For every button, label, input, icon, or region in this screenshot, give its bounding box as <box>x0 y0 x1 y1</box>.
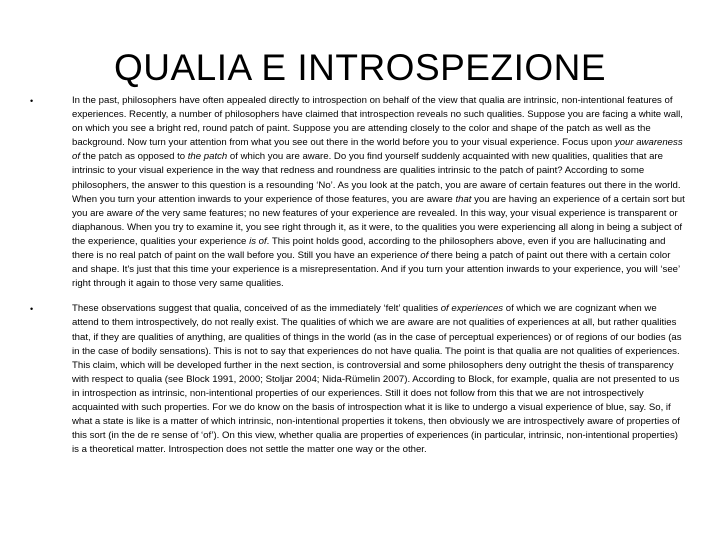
bullet-marker: • <box>30 96 34 106</box>
bullet-marker: • <box>30 304 34 315</box>
bullet-list <box>30 94 686 457</box>
slide-title: QUALIA E INTROSPEZIONE <box>113 47 607 88</box>
bullet-item <box>30 94 686 291</box>
bullet-paragraph-1: In the past, philosophers have often appealed directly to introspection on behalf of the view that qualia are intrinsic, non-intentional features of experiences. Recently, a number of philosophers have claimed that introspection reveals no such qualities. Suppose you are facing a white wall, on which you see a bright red, round patch of paint. Suppose you are attending closely to the color and shape of the patch as well as the background. Now turn your attention from what you see out there in the world before you to your visual experience. Focus upon your awareness of the patch as opposed to the patch of which you are aware. Do you find yourself suddenly acquainted with new qualities, qualities that are intrinsic to your visual experience in the way that redness and roundness are qualities intrinsic to the patch of paint? According to some philosophers, the answer to this question is a resounding ‘No’. As you look at the patch, you are aware of certain features out there in the world. When you turn your attention inwards to your experience of those features, you are aware that you are having an experience of a certain sort but you are aware of the very same features; no new features of your experience are revealed. In this way, your visual experience is transparent or diaphanous. When you try to examine it, you see right through it, as it were, to the qualities you were experiencing all along in being a subject of the experience, qualities your experience is of. This point holds good, according to the philosophers above, even if you are hallucinating and there is no real patch of paint on the wall before you. Still you have an experience of there being a patch of paint out there with a certain color and shape. It's just that this time your experience is a misrepresentation. And if you turn your attention inwards to your experience, you will ‘see’ right through it again to those very same qualities. <box>72 95 685 290</box>
bullet-paragraph-2: These observations suggest that qualia, conceived of as the immediately ‘felt’ qualities of experiences of which we are cognizant when we attend to them introspectively, do not really exist. The qualities of which we are aware are not qualities of experiences at all, but rather qualities that, if they are qualities of anything, are qualities of things in the world (as in the case of perceptual experiences) or of regions of our bodies (as in the case of bodily sensations). This is not to say that experiences do not have qualia. The point is that qualia are not qualities of experiences. This claim, which will be developed further in the next section, is controversial and some philosophers deny outright the thesis of transparency with respect to qualia (see Block 1991, 2000; Stoljar 2004; Nida-Rümelin 2007). According to Block, for example, qualia are not presented to us in introspection as intrinsic, non-intentional properties of our experiences. Still it does not follow from this that we are not introspectively acquainted with such properties. For we do know on the basis of introspection what it is like to undergo a visual experience of blue, say. So, if what a state is like is a matter of which intrinsic, non-intentional properties it tokens, then obviously we are introspectively aware of properties of this sort (in the de re sense of ‘of’). On this view, whether qualia are properties of experiences (in particular, intrinsic, non-intentional properties) is a theoretical matter. Introspection does not settle the matter one way or the other. <box>72 303 682 456</box>
bullet-item <box>30 302 686 457</box>
